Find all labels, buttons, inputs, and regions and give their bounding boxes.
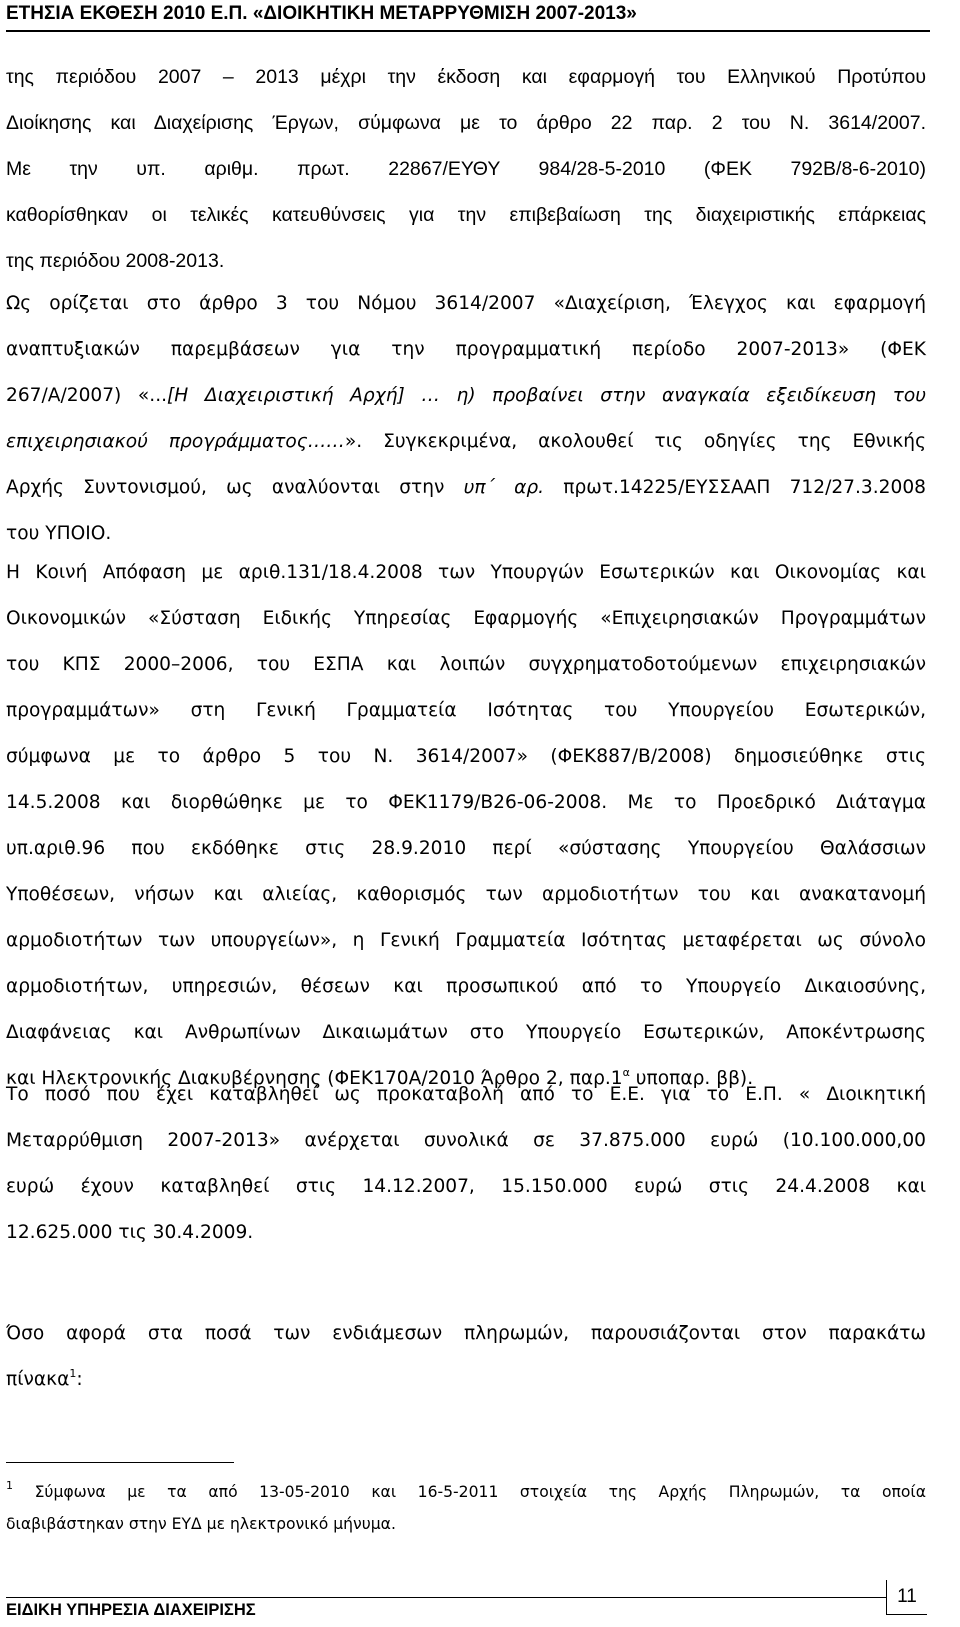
paragraph-intermediate-payments (6, 1311, 926, 1403)
text-segment: Αρχής Συντονισμού, ως αναλύονται στην (6, 477, 464, 498)
text-line: Με την υπ. αριθμ. πρωτ. 22867/ΕΥΘΥ 984/28-5-2010 (ΦΕΚ 792Β/8-6-2010) (6, 158, 926, 180)
text-line (6, 1357, 926, 1403)
text-line: Διοίκησης και Διαχείρισης Έργων, σύμφωνα με το άρθρο 22 παρ. 2 του Ν. 3614/2007. (6, 112, 926, 134)
text-line (6, 373, 926, 419)
text-line (6, 1476, 926, 1508)
text-line: Μεταρρύθμιση 2007-2013» ανέρχεται συνολικά σε 37.875.000 ευρώ (10.100.000,00 (6, 1130, 926, 1151)
text-line: διαβιβάστηκαν στην ΕΥΔ με ηλεκτρονικό μήνυμα. (6, 1515, 396, 1533)
text-segment: πρωτ.14225/ΕΥΣΣΑΑΠ 712/27.3.2008 (544, 477, 926, 498)
text-segment: ». Συγκεκριμένα, ακολουθεί τις οδηγίες της Εθνικής (344, 431, 926, 452)
text-line (6, 465, 926, 511)
footer-divider (6, 1597, 886, 1598)
text-segment: υποπαρ. ββ). (629, 1068, 754, 1089)
paragraph-intro (6, 54, 926, 284)
italic-quote: [Η Διαχειριστική Αρχή] … η) προβαίνει στην αναγκαία εξειδίκευση του (167, 385, 926, 406)
footnote-divider (6, 1462, 234, 1463)
text-line: σύμφωνα με το άρθρο 5 του Ν. 3614/2007» (ΦΕΚ887/Β/2008) δημοσιεύθηκε στις (6, 746, 926, 767)
italic-reference: υπ΄ αρ. (463, 477, 545, 498)
text-line: Οικονομικών «Σύσταση Ειδικής Υπηρεσίας Εφαρμογής «Επιχειρησιακών Προγραμμάτων (6, 608, 926, 629)
text-line: Υποθέσεων, νήσων και αλιείας, καθορισμός των αρμοδιοτήτων του και ανακατανομή (6, 884, 926, 905)
text-line: Ως ορίζεται στο άρθρο 3 του Νόμου 3614/2007 «Διαχείριση, Έλεγχος και εφαρμογή (6, 293, 926, 314)
page-number: 11 (886, 1580, 927, 1615)
text-line: του ΥΠΟΙΟ. (6, 523, 112, 544)
text-line (6, 419, 926, 465)
text-line: της περιόδου 2007 – 2013 μέχρι την έκδοση και εφαρμογή του Ελληνικού Προτύπου (6, 66, 926, 88)
text-line: αναπτυξιακών παρεμβάσεων για την προγραμματική περίοδο 2007-2013» (ΦΕΚ (6, 339, 926, 360)
text-line: Διαφάνειας και Ανθρωπίνων Δικαιωμάτων στο Υπουργείο Εσωτερικών, Αποκέντρωσης (6, 1022, 926, 1043)
footer-service-name: ΕΙΔΙΚΗ ΥΠΗΡΕΣΙΑ ΔΙΑΧΕΙΡΙΣΗΣ (6, 1601, 256, 1619)
text-line: ευρώ έχουν καταβληθεί στις 14.12.2007, 15.150.000 ευρώ στις 24.4.2008 και (6, 1176, 926, 1197)
text-segment: Σύμφωνα με τα από 13-05-2010 και 16-5-2011 στοιχεία της Αρχής Πληρωμών, τα οποία (13, 1483, 926, 1501)
footnote (6, 1476, 926, 1540)
text-line: Όσο αφορά στα ποσά των ενδιάμεσων πληρωμών, παρουσιάζονται στον παρακάτω (6, 1323, 926, 1344)
text-line: αρμοδιοτήτων, υπηρεσιών, θέσεων και προσωπικού από το Υπουργείο Δικαιοσύνης, (6, 976, 926, 997)
paragraph-joint-decision (6, 550, 926, 1102)
text-line: προγραμμάτων» στη Γενική Γραμματεία Ισότητας του Υπουργείου Εσωτερικών, (6, 700, 926, 721)
footnote-mark: 1 (6, 1479, 13, 1492)
text-line: 14.5.2008 και διορθώθηκε με το ΦΕΚ1179/Β26-06-2008. Με το Προεδρικό Διάταγμα (6, 792, 926, 813)
text-line: Το ποσό που έχει καταβληθεί ως προκαταβολή από το Ε.Ε. για το Ε.Π. « Διοικητική (6, 1084, 926, 1105)
text-line: της περιόδου 2008-2013. (6, 250, 225, 272)
footnote-reference[interactable]: 1 (69, 1367, 77, 1380)
paragraph-advance-payment (6, 1072, 926, 1256)
italic-quote: επιχειρησιακού προγράμματος…… (6, 431, 345, 452)
text-segment: πίνακα (6, 1369, 70, 1390)
text-line: Η Κοινή Απόφαση με αριθ.131/18.4.2008 των Υπουργών Εσωτερικών και Οικονομίας και (6, 562, 926, 583)
text-line: υπ.αριθ.96 που εκδόθηκε στις 28.9.2010 περί «σύστασης Υπουργείου Θαλάσσιων (6, 838, 926, 859)
paragraph-law-article (6, 281, 926, 557)
text-line: αρμοδιοτήτων των υπουργείων», η Γενική Γραμματεία Ισότητας μεταφέρεται ως σύνολο (6, 930, 926, 951)
text-line: 12.625.000 τις 30.4.2009. (6, 1222, 254, 1243)
text-line: καθορίσθηκαν οι τελικές κατευθύνσεις για την επιβεβαίωση της διαχειριστικής επάρκειας (6, 204, 926, 226)
text-segment: : (76, 1369, 83, 1390)
page-header-title: ΕΤΗΣΙΑ ΕΚΘΕΣΗ 2010 Ε.Π. «ΔΙΟΙΚΗΤΙΚΗ ΜΕΤΑΡΡΥΘΜΙΣΗ 2007-2013» (6, 2, 930, 32)
text-line: του ΚΠΣ 2000–2006, του ΕΣΠΑ και λοιπών συγχρηματοδοτούμενων επιχειρησιακών (6, 654, 926, 675)
text-segment: και Ηλεκτρονικής Διακυβέρνησης (ΦΕΚ170Α/2010 Άρθρο 2, παρ.1 (6, 1068, 623, 1089)
superscript: α (622, 1066, 630, 1079)
text-segment: 267/Α/2007) «... (6, 385, 168, 406)
